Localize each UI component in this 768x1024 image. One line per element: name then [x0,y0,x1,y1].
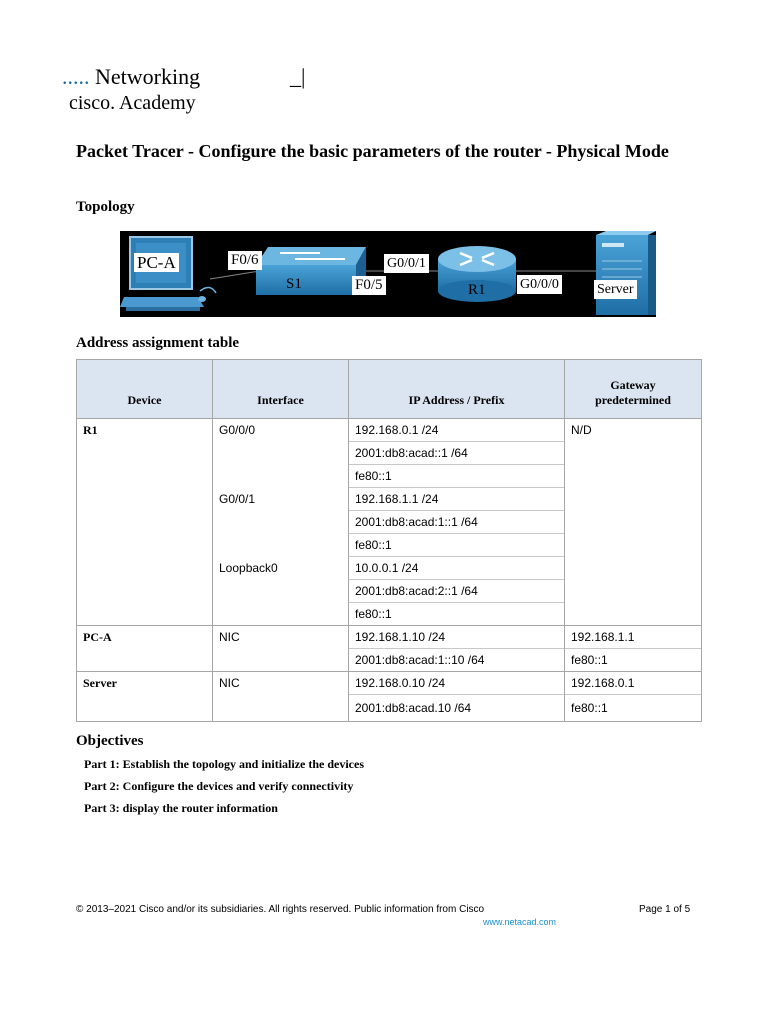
label-g001: G0/0/1 [384,254,429,273]
logo-academy: cisco. Academy [69,92,196,114]
topology-graphic [120,231,656,317]
ip-cell: 10.0.0.1 /24 [349,557,565,580]
label-r1: R1 [468,282,486,298]
footer-url-link[interactable]: www.netacad.com [483,917,557,927]
server-icon [596,231,656,315]
device-pca: PC-A [77,626,213,672]
footer-page-number: Page 1 of 5 [639,904,691,915]
interface-server: NIC [213,672,349,722]
ip-cell: 2001:db8:acad::1 /64 [349,442,565,465]
table-header-row [77,360,702,419]
table-row [77,419,702,442]
header-gateway-line1: Gateway [610,378,656,392]
footer-copyright: © 2013–2021 Cisco and/or its subsidiaries. All rights reserved. Public information from Cisco [76,904,485,915]
objective-part-1: Part 1: Establish the topology and initialize the devices [84,757,364,771]
label-pca: PC-A [134,253,179,272]
interface-pca: NIC [213,626,349,672]
ip-cell: 2001:db8:acad:1::1 /64 [349,511,565,534]
interface-g001: G0/0/1 [213,488,349,557]
logo-networking-text: Networking [89,64,201,89]
document-title: Packet Tracer - Configure the basic parameters of the router - Physical Mode [76,141,669,161]
topology-heading: Topology [76,199,135,215]
header-device: Device [77,360,213,419]
interface-g000: G0/0/0 [213,419,349,488]
label-f05: F0/5 [352,276,386,295]
logo-dots: ..... [62,64,90,89]
label-server: Server [594,280,637,299]
ip-cell: 192.168.1.1 /24 [349,488,565,511]
address-table [76,359,702,722]
table-heading: Address assignment table [76,335,240,351]
header-ip: IP Address / Prefix [349,360,565,419]
label-s1: S1 [286,276,302,292]
ip-cell: fe80::1 [349,534,565,557]
device-server: Server [77,672,213,722]
header-gateway-line2: predetermined [595,393,671,407]
header-gateway [565,360,702,419]
ip-cell: 192.168.0.10 /24 [349,672,565,695]
gateway-cell: fe80::1 [565,695,702,722]
header-interface: Interface [213,360,349,419]
ip-cell: 2001:db8:acad.10 /64 [349,695,565,722]
gateway-cell: 192.168.1.1 [565,626,702,649]
ip-cell: fe80::1 [349,603,565,626]
table-row [77,672,702,695]
device-r1: R1 [77,419,213,626]
gateway-r1: N/D [565,419,702,626]
table-row [77,626,702,649]
ip-cell: 192.168.1.10 /24 [349,626,565,649]
pc-icon [120,237,216,311]
objective-part-3: Part 3: display the router information [84,801,278,815]
ip-cell: 192.168.0.1 /24 [349,419,565,442]
interface-loopback0: Loopback0 [213,557,349,626]
gateway-cell: fe80::1 [565,649,702,672]
label-g000: G0/0/0 [517,275,562,294]
label-f06: F0/6 [228,251,262,270]
logo-networking [62,64,200,90]
gateway-cell: 192.168.0.1 [565,672,702,695]
ip-cell: 2001:db8:acad:2::1 /64 [349,580,565,603]
objective-part-2: Part 2: Configure the devices and verify connectivity [84,779,354,793]
objectives-heading: Objectives [76,733,144,749]
ip-cell: fe80::1 [349,465,565,488]
logo-mark: _| [290,64,306,89]
switch-icon [256,247,366,295]
ip-cell: 2001:db8:acad:1::10 /64 [349,649,565,672]
topology-diagram [120,231,656,317]
